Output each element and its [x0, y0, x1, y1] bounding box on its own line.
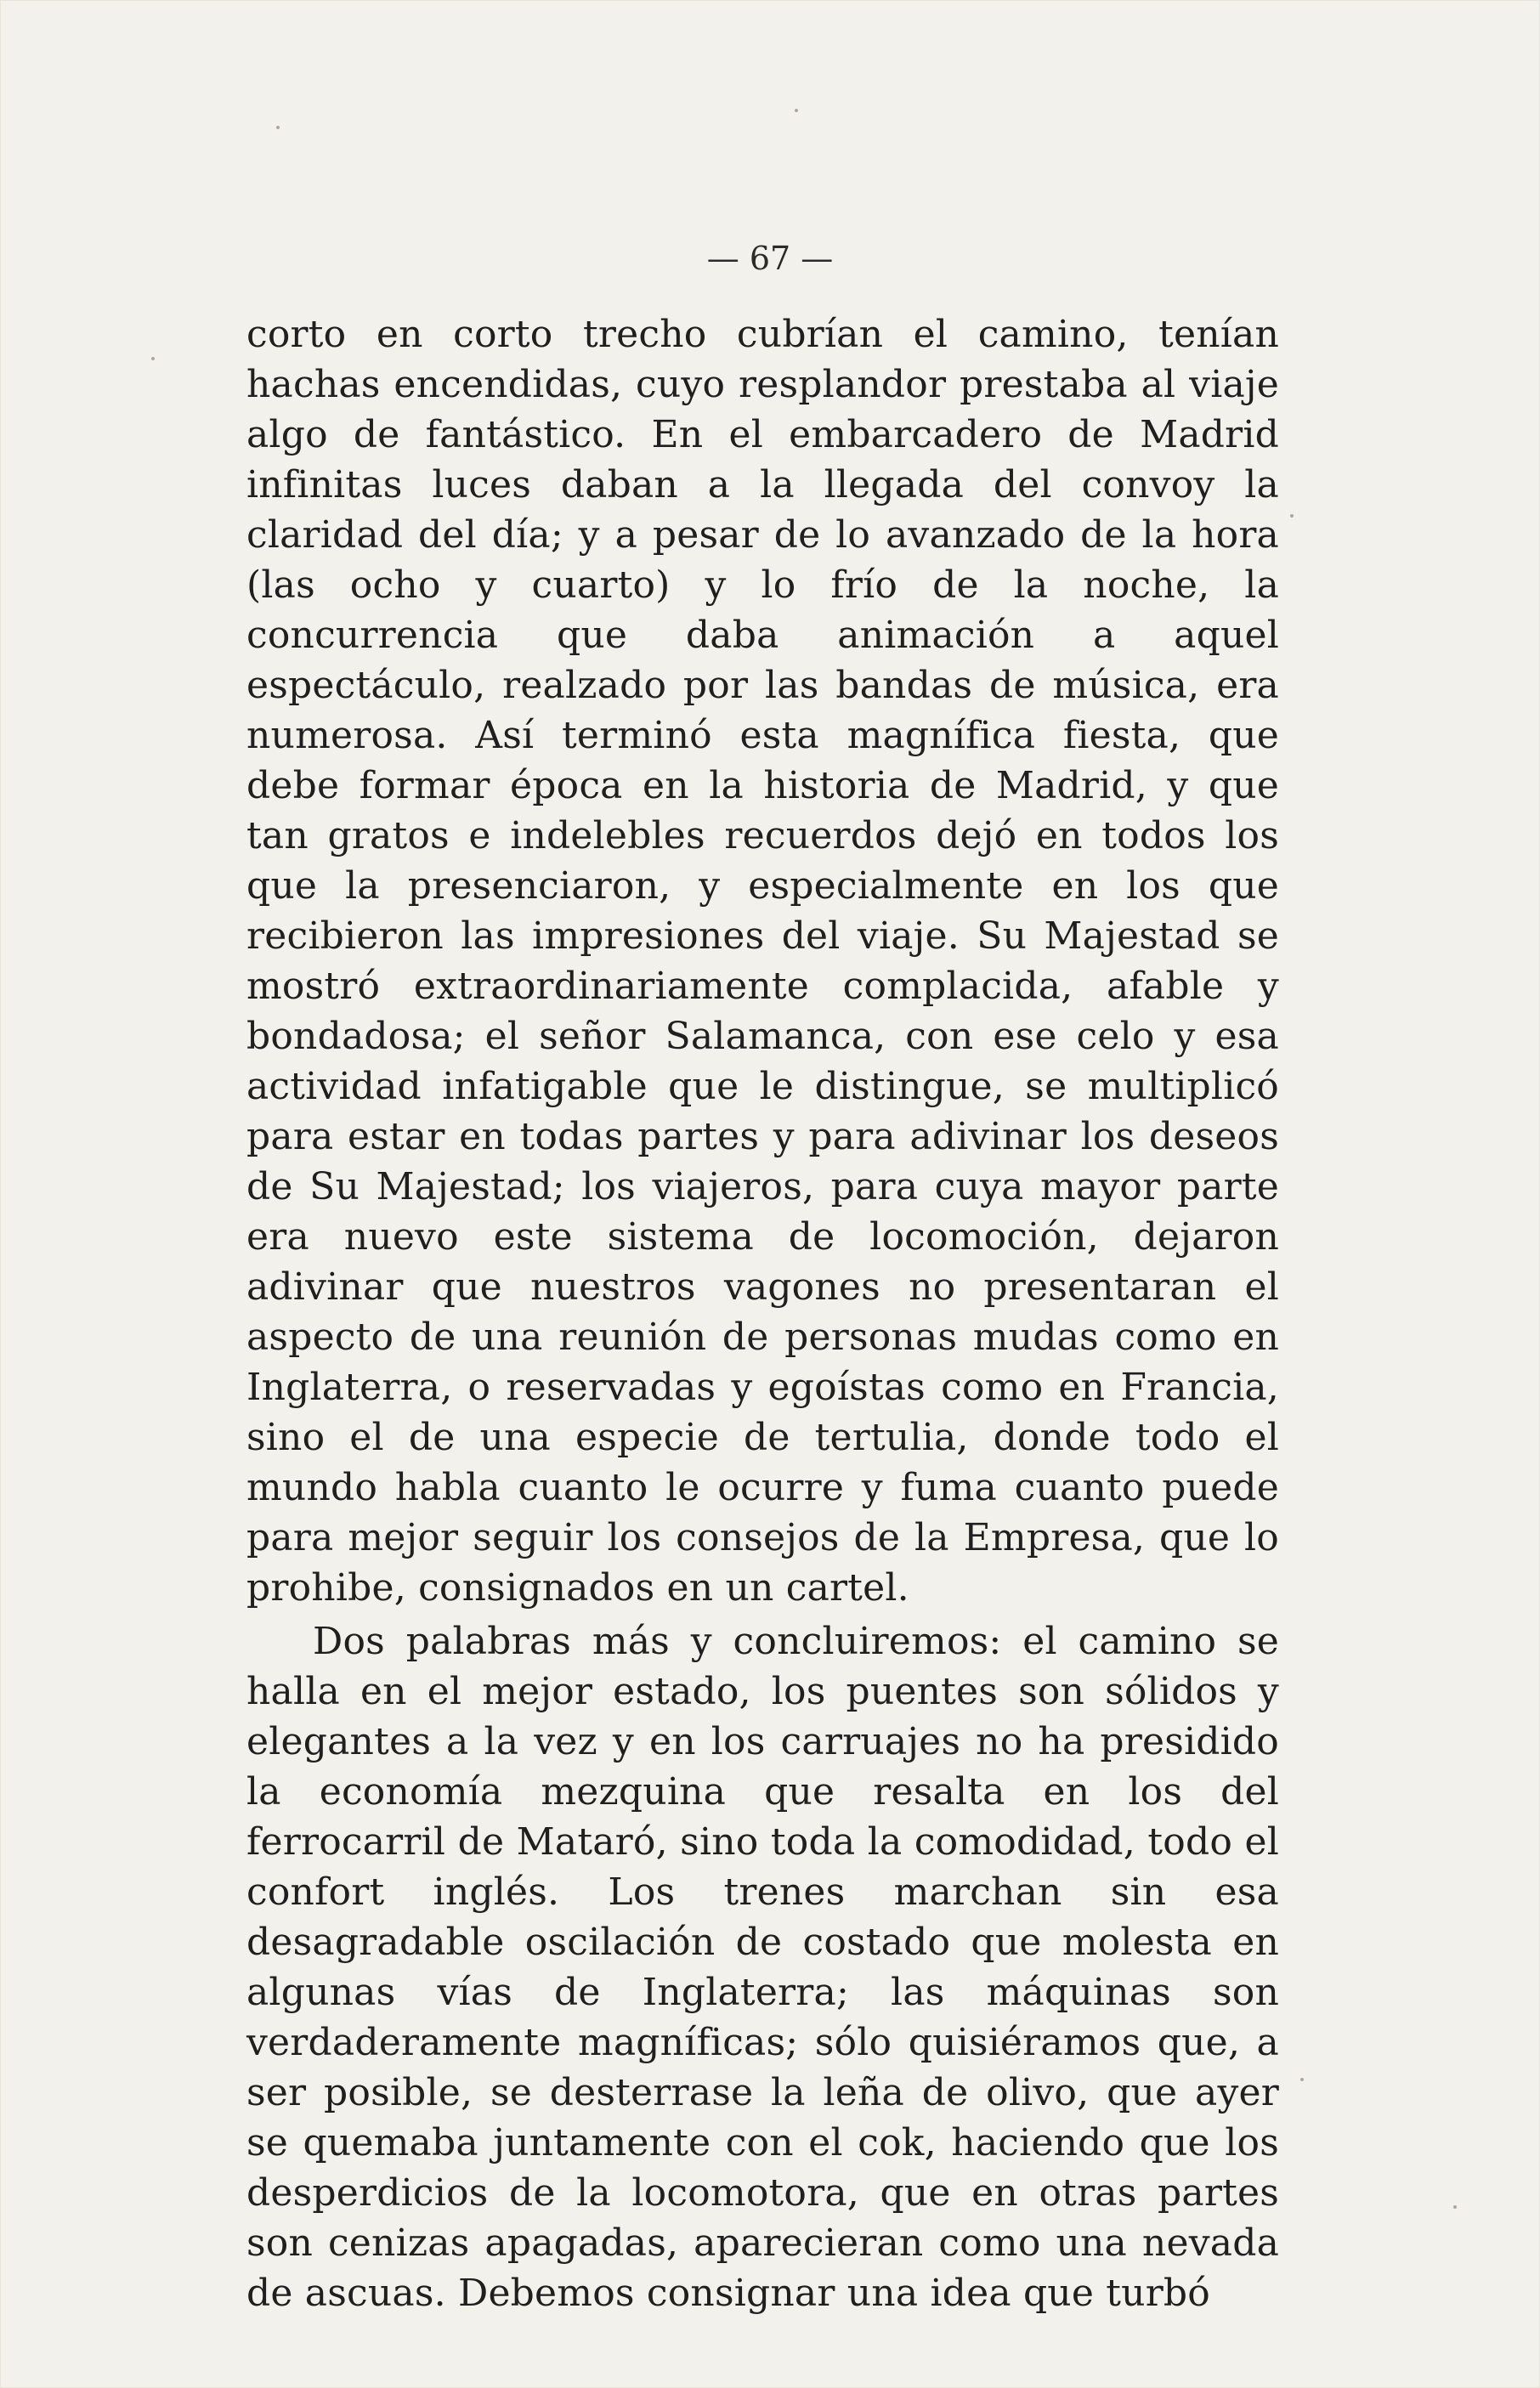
body-text [246, 309, 1279, 2318]
paragraph-2: Dos palabras más y concluiremos: el camino se halla en el mejor estado, los puentes son sólidos y elegantes a la vez y en los carruajes no ha presidido la economía mezquina que resalta en los del ferrocarril de Mataró, sino toda la comodidad, todo el confort inglés. Los trenes marchan sin esa desagradable oscilación de costado que molesta en algunas vías de Inglaterra; las máquinas son verdaderamente magníficas; sólo quisiéramos que, a ser posible, se desterrase la leña de olivo, que ayer se quemaba juntamente con el cok, haciendo que los desperdicios de la locomotora, que en otras partes son cenizas apagadas, aparecieran como una nevada de ascuas. Debemos consignar una idea que turbó [246, 1620, 1279, 2315]
page-number: — 67 — [706, 240, 834, 277]
paragraph-1: corto en corto trecho cubrían el camino, tenían hachas encendidas, cuyo resplandor prestaba al viaje algo de fantástico. En el embarcadero de Madrid infinitas luces daban a la llegada del convoy la claridad del día; y a pesar de lo avanzado de la hora (las ocho y cuarto) y lo frío de la noche, la concurrencia que daba animación a aquel espectáculo, realzado por las bandas de música, era numerosa. Así terminó esta magnífica fiesta, que debe formar época en la historia de Madrid, y que tan gratos e indelebles recuerdos dejó en todos los que la presenciaron, y especialmente en los que recibieron las impresiones del viaje. Su Majestad se mostró extraordinariamente complacida, afable y bondadosa; el señor Salamanca, con ese celo y esa actividad infatigable que le distingue, se multiplicó para estar en todas partes y para adivinar los deseos de Su Majestad; los viajeros, para cuya mayor parte era nuevo este sistema de locomoción, dejaron adivinar que nuestros vagones no presentaran el aspecto de una reunión de personas mudas como en Inglaterra, o reservadas y egoístas como en Francia, sino el de una especie de tertulia, donde todo el mundo habla cuanto le ocurre y fuma cuanto puede para mejor seguir los consejos de la Empresa, que lo prohibe, consignados en un cartel. [246, 313, 1279, 1610]
